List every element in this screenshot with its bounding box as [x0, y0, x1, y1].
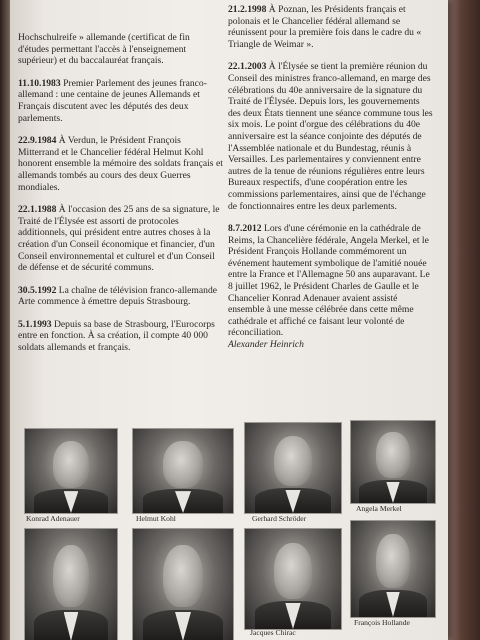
- entry-text: À Poznan, les Présidents français et polonais et le Chancelier fédéral allemand se réunissent pour la première fois dans le cadre du « Triangle de Weimar ».: [228, 4, 422, 50]
- entry-date: 22.1.1988: [18, 204, 57, 216]
- entry-text: Depuis sa base de Strasbourg, l'Eurocorps entre en fonction. À sa création, il compte 40 000 soldats allemands et français.: [18, 318, 215, 354]
- timeline-entry: [228, 223, 434, 339]
- entry-date: 22.9.1984: [18, 135, 57, 147]
- timeline-entry: [18, 204, 223, 274]
- entry-text: Hochschulreife » allemande (certificat de fin d'études permettant l'accès à l'enseignement supérieur) et du baccalauréat français.: [18, 32, 190, 67]
- portrait-caption: Jacques Chirac: [250, 628, 296, 637]
- entry-date: 30.5.1992: [18, 284, 57, 296]
- entry-date: 11.10.1983: [18, 77, 61, 89]
- entry-text: À l'Élysée se tient la première réunion du Conseil des ministres franco-allemand, en marge des célébrations du 40e anniversaire de la signature du Traité de l'Élysée. Depuis lors, les gouvernements des deux États tiennent une séance commune tous les six mois. Le point d'orgue des célébrations du 40e anniversaire est la séance conjointe des députés de l'Assemblée nationale et du Bundestag, réunis à Versailles. Les parlementaires y conviennent entre autres de la tenue de réunions régulières entre leurs Bureaux respectifs, d'une coopération entre les commissions parlementaires, ainsi que de l'échange de fonctionnaires entre les deux parlements.: [228, 61, 433, 212]
- portrait-photo: [132, 528, 234, 640]
- timeline-entry: [18, 78, 223, 124]
- portrait-caption: Helmut Kohl: [136, 514, 176, 523]
- portrait-caption: Angela Merkel: [356, 504, 402, 513]
- portrait-photo: [132, 428, 234, 514]
- timeline-entry: [228, 61, 434, 212]
- entry-date: 8.7.2012: [228, 223, 262, 235]
- entry-date: 22.1.2003: [228, 61, 267, 73]
- book-edge: [448, 0, 480, 640]
- entry-date: 21.2.1998: [228, 4, 267, 15]
- portrait-gallery: [24, 428, 434, 640]
- entry-text: À Verdun, le Président François Mitterrand et le Chancelier fédéral Helmut Kohl honorent ensemble la mémoire des soldats français et allemands tombés au cours des deux Guerres mondiales.: [18, 135, 223, 193]
- timeline-entry: [18, 319, 223, 354]
- portrait-photo: [350, 520, 436, 618]
- timeline-entry: [18, 32, 223, 67]
- portrait-photo: [24, 428, 118, 514]
- entry-text: À l'occasion des 25 ans de sa signature, le Traité de l'Élysée est assorti de protocoles additionnels, qui président entre autres choses à la création d'un Conseil économique et financier, d'un Conseil environnemental et culturel et d'un Conseil de défense et de sécurité communs.: [18, 204, 220, 274]
- entry-text: La chaîne de télévision franco-allemande Arte commence à émettre depuis Strasbourg.: [18, 284, 217, 308]
- portrait-caption: Gerhard Schröder: [252, 514, 307, 523]
- portrait-photo: [24, 528, 118, 640]
- portrait-photo: [244, 422, 342, 514]
- timeline-right-column: [228, 4, 434, 351]
- timeline-entry: [228, 4, 434, 50]
- timeline-entry: [18, 285, 223, 308]
- article-author: Alexander Heinrich: [228, 339, 304, 351]
- portrait-photo: [350, 420, 436, 504]
- timeline-entry: [18, 135, 223, 193]
- entry-text: Premier Parlement des jeunes franco-allemand : une centaine de jeunes Allemands et Français discutent avec les députés des deux parlements.: [18, 77, 207, 124]
- portrait-caption: Konrad Adenauer: [26, 514, 80, 523]
- portrait-caption: François Hollande: [354, 618, 410, 627]
- book-page: [10, 0, 448, 640]
- entry-text: Lors d'une cérémonie en la cathédrale de Reims, la Chancelière fédérale, Angela Merkel, et le Président François Hollande commémorent un événement hautement symbolique de l'amitié nouée entre la France et l'Allemagne 50 ans auparavant. Le 8 juillet 1962, le Président Charles de Gaulle et le Chancelier Konrad Adenauer avaient assisté ensemble à une messe célébrée dans cette même cathédrale et affiché ce faisant leur volonté de réconciliation.: [228, 223, 430, 339]
- portrait-photo: [244, 528, 342, 630]
- entry-date: 5.1.1993: [18, 318, 52, 330]
- timeline-left-column: [18, 32, 223, 365]
